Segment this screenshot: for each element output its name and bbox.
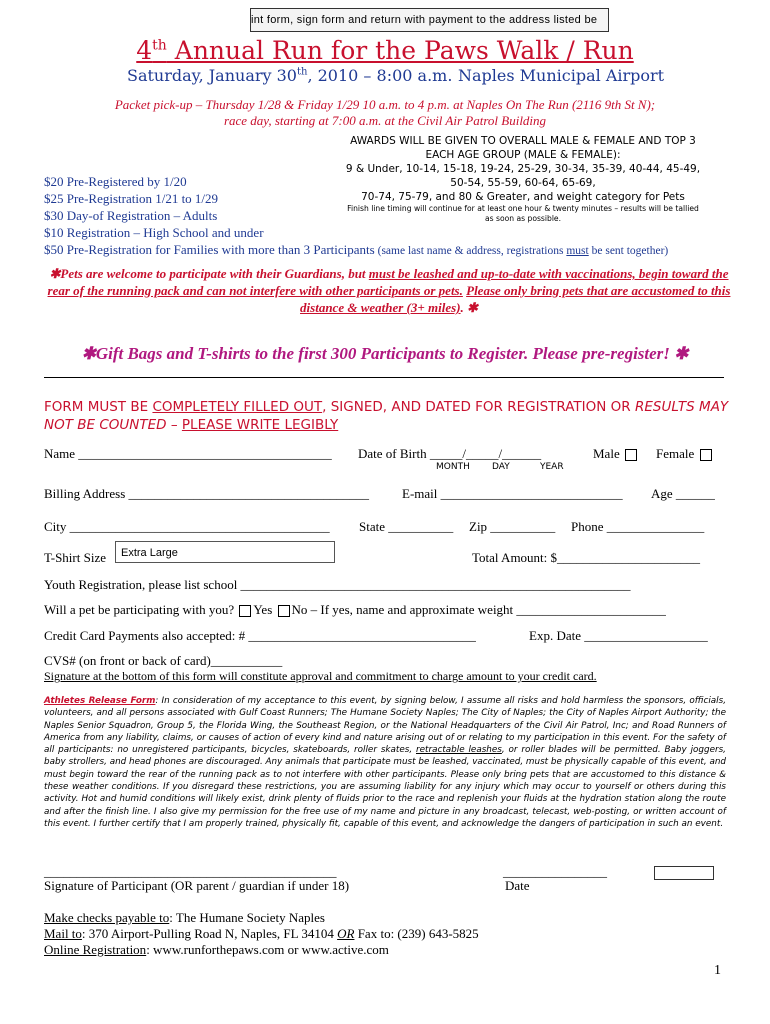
email-field[interactable]: E-mail ____________________________ xyxy=(402,486,623,501)
pets-notice: ✱Pets are welcome to participate with their Guardians, but must be leashed and up-to-date with vaccinations, begin toward the rear of the running pack and can not interfere with other participants or pets. Please only bring pets that are accustomed to this distance & weather (3+ miles). ✱ xyxy=(47,266,731,315)
mail-to: Mail to: 370 Airport-Pulling Road N, Naples, FL 34104 OR Fax to: (239) 643-5825 xyxy=(44,926,479,941)
total-amount-field[interactable]: Total Amount: $______________________ xyxy=(472,550,701,565)
event-location: Naples Municipal Airport xyxy=(458,66,665,85)
phone-field[interactable]: Phone _______________ xyxy=(571,519,705,534)
price-item: $20 Pre-Registered by 1/20 xyxy=(44,174,187,189)
pet-question: Will a pet be participating with you? Yes No – If yes, name and approximate weight _______________________ xyxy=(44,602,666,617)
top-instruction-text: int form, sign form and return with payment to the address listed be xyxy=(251,14,598,26)
female-option[interactable]: Female xyxy=(656,446,714,462)
youth-school-field[interactable]: Youth Registration, please list school ____________________________________________________________ xyxy=(44,577,631,592)
city-field[interactable]: City ________________________________________ xyxy=(44,519,330,534)
divider xyxy=(44,377,724,378)
name-field[interactable]: Name _______________________________________ xyxy=(44,446,332,461)
awards-info: AWARDS WILL BE GIVEN TO OVERALL MALE & FEMALE AND TOP 3 EACH AGE GROUP (MALE & FEMALE): 9 & Under, 10-14, 15-18, 19-24, 25-29, 30-34, 35-39, 40-44, 45-49, 50-54, 55-59, 60-64, 65-69, 70-74, 75-79, and 80 & Greater, and weight category for Pets Finish line timing will continue for at least one hour & twenty minutes – results will be tallied as soon as possible. xyxy=(345,135,701,223)
credit-card-field[interactable]: Credit Card Payments also accepted: # ___________________________________ xyxy=(44,628,476,643)
dob-year-label: YEAR xyxy=(540,462,564,472)
packet-pickup: Packet pick-up – Thursday 1/28 & Friday 1/29 10 a.m. to 4 p.m. at Naples On The Run (2116 9th St N); race day, starting at 7:00 a.m. at the Civil Air Patrol Building xyxy=(114,97,656,128)
billing-address-field[interactable]: Billing Address _____________________________________ xyxy=(44,486,370,501)
cvs-field[interactable]: CVS# (on front or back of card)___________ xyxy=(44,653,283,668)
form-instructions: FORM MUST BE COMPLETELY FILLED OUT, SIGNED, AND DATED FOR REGISTRATION OR RESULTS MAY NOT BE COUNTED – PLEASE WRITE LEGIBLY xyxy=(44,399,729,433)
price-list xyxy=(44,173,668,260)
top-instruction-box xyxy=(250,8,609,32)
price-item: $10 Registration – High School and under xyxy=(44,225,264,240)
pet-yes-checkbox[interactable] xyxy=(239,605,251,617)
age-field[interactable]: Age ______ xyxy=(651,486,715,501)
page-number: 1 xyxy=(714,963,721,978)
state-field[interactable]: State __________ xyxy=(359,519,454,534)
price-item: $30 Day-of Registration – Adults xyxy=(44,208,218,223)
tshirt-size-input[interactable]: Extra Large xyxy=(115,541,335,563)
athletes-release-form: Athletes Release Form: In consideration of my acceptance to this event, by signing below, I assume all risks and hold harmless the sponsors, officials, volunteers, and all persons associated with Gulf Coast Runners; The Humane Society Naples; The City of Naples; the City of Naples Airport Authority; the Naples Senior Squadron, Group 5, the Florida Wing, the Southeast Region, or the National Headquarters of the Civil Air Patrol, Inc; and Road Runners of America from any liability, claims, or causes of action of every kind and nature arising out of or relating to my participation in this event. For the safety of all participants: no unregistered participants, bicycles, skateboards, roller skates, retractable leashes, or roller blades will be permitted. Baby joggers, baby strollers, and head phones are discouraged. Any animals that participate must be leashed, vaccinated, must be physically capable of this event, and must begin toward the rear of the running pack as to not interfere with other participants. Please only bring pets that are accustomed to this distance & these weather conditions. If you disregard these restrictions, you are assuming liability for any injury which may occur to yourself or others during this activity. Hot and humid conditions will likely exist, drink plenty of fluids prior to the race and replenish your fluids at the hydration station along the route and after the finish line. I also give my permission for the free use of my name and picture in any broadcast, telecast, web-posting, or written account of this event. I further certify that I am properly trained, physically fit, capable of this event, and acknowledge the dangers of participation in such an event. xyxy=(44,696,726,829)
male-checkbox[interactable] xyxy=(625,449,637,461)
male-option[interactable]: Male xyxy=(593,446,639,462)
family-price: $50 Pre-Registration for Families with more than 3 Participants (same last name & address, registrations must be sent together) xyxy=(44,242,669,257)
signature-label: Signature of Participant (OR parent / guardian if under 18) xyxy=(44,878,350,893)
date-line[interactable]: ________________ xyxy=(503,864,607,879)
checks-payable: Make checks payable to: The Humane Society Naples xyxy=(44,910,325,925)
signature-line[interactable]: _____________________________________________ xyxy=(44,864,337,879)
office-use-box xyxy=(654,866,714,880)
price-item: $25 Pre-Registration 1/21 to 1/29 xyxy=(44,191,219,206)
signature-notice: Signature at the bottom of this form will constitute approval and commitment to charge amount to your credit card. xyxy=(44,669,597,683)
online-registration: Online Registration: www.runforthepaws.com or www.active.com xyxy=(44,942,389,957)
event-date: Saturday, January 30th, 2010 – 8:00 a.m. xyxy=(127,66,453,85)
pet-details-field[interactable]: No – If yes, name and approximate weight _______________________ xyxy=(291,602,666,617)
date-label: Date xyxy=(505,878,530,893)
gift-notice: ✱Gift Bags and T-shirts to the first 300 Participants to Register. Please pre-register! ✱ xyxy=(81,344,689,363)
exp-date-field[interactable]: Exp. Date ___________________ xyxy=(529,628,708,643)
dob-day-label: DAY xyxy=(492,462,510,472)
female-checkbox[interactable] xyxy=(700,449,712,461)
event-title: 4th Annual Run for the Paws Walk / Run xyxy=(136,36,634,65)
dob-field[interactable]: Date of Birth _____/_____/______ xyxy=(358,446,542,461)
zip-field[interactable]: Zip __________ xyxy=(469,519,556,534)
tshirt-size-label: T-Shirt Size xyxy=(44,550,106,565)
pet-no-checkbox[interactable] xyxy=(278,605,290,617)
dob-month-label: MONTH xyxy=(436,462,470,472)
